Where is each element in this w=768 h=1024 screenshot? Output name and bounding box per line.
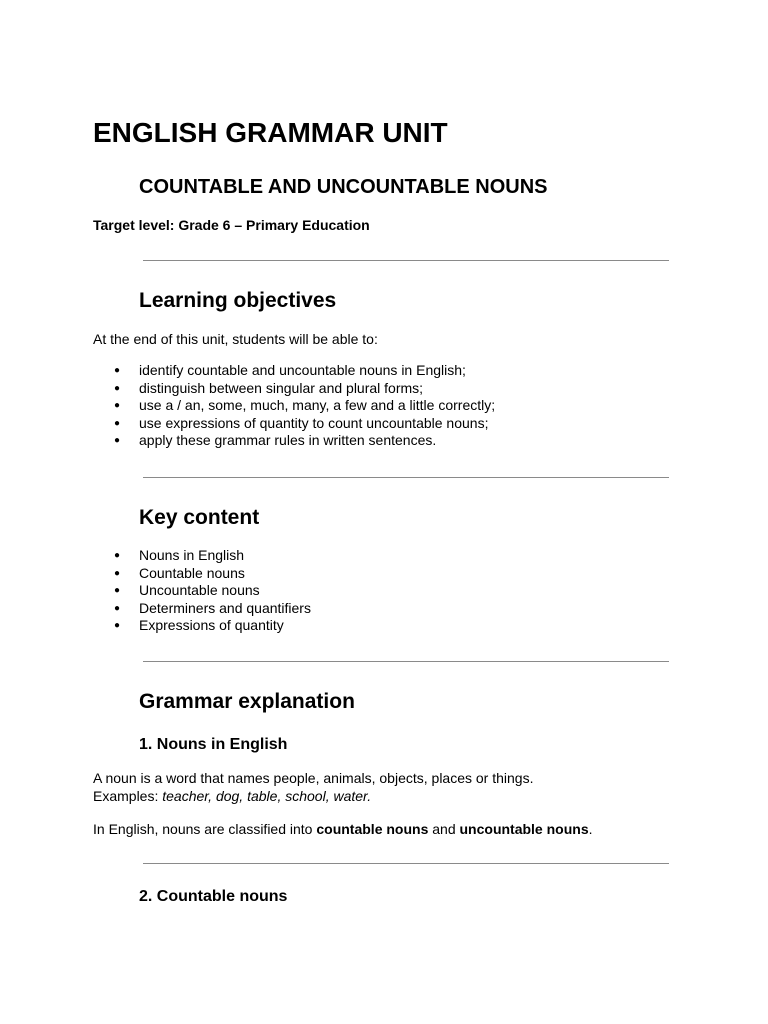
objectives-heading: Learning objectives: [139, 289, 337, 312]
examples-label: Examples:: [93, 788, 163, 804]
list-item: ● use expressions of quantity to count uncountable nouns;: [0, 415, 495, 433]
classification-prefix: In English, nouns are classified into: [93, 821, 317, 837]
list-item: ● Determiners and quantifiers: [0, 600, 311, 618]
noun-classification: [93, 820, 593, 838]
classification-suffix: .: [588, 821, 593, 837]
key-content-heading: Key content: [139, 506, 260, 529]
list-item: ● use a / an, some, much, many, a few and a little correctly;: [0, 397, 495, 415]
nouns-in-english-heading: 1. Nouns in English: [139, 736, 288, 753]
list-item: ● Countable nouns: [0, 565, 311, 583]
examples-text: teacher, dog, table, school, water.: [162, 788, 372, 804]
list-item: ● apply these grammar rules in written sentences.: [0, 432, 495, 450]
countable-term: countable nouns: [316, 821, 429, 837]
classification-and: and: [428, 821, 460, 837]
list-item: ● identify countable and uncountable nouns in English;: [0, 362, 495, 380]
list-item: ● Expressions of quantity: [0, 617, 311, 635]
noun-definition: A noun is a word that names people, animals, objects, places or things.: [93, 770, 534, 786]
section-divider: [143, 260, 669, 261]
document-title: ENGLISH GRAMMAR UNIT: [93, 117, 448, 148]
objectives-list: [0, 362, 495, 450]
grammar-heading: Grammar explanation: [139, 690, 355, 713]
section-divider: [143, 661, 669, 662]
section-divider: [143, 863, 669, 864]
target-level: Target level: Grade 6 – Primary Education: [93, 217, 370, 233]
objectives-intro: At the end of this unit, students will be able to:: [93, 331, 378, 347]
countable-nouns-heading: 2. Countable nouns: [139, 888, 288, 905]
noun-examples: [93, 787, 371, 805]
key-content-list: [0, 547, 311, 635]
section-divider: [143, 477, 669, 478]
document-subtitle: COUNTABLE AND UNCOUNTABLE NOUNS: [139, 176, 548, 198]
list-item: ● Nouns in English: [0, 547, 311, 565]
list-item: ● Uncountable nouns: [0, 582, 311, 600]
list-item: ● distinguish between singular and plural forms;: [0, 380, 495, 398]
uncountable-term: uncountable nouns: [459, 821, 589, 837]
